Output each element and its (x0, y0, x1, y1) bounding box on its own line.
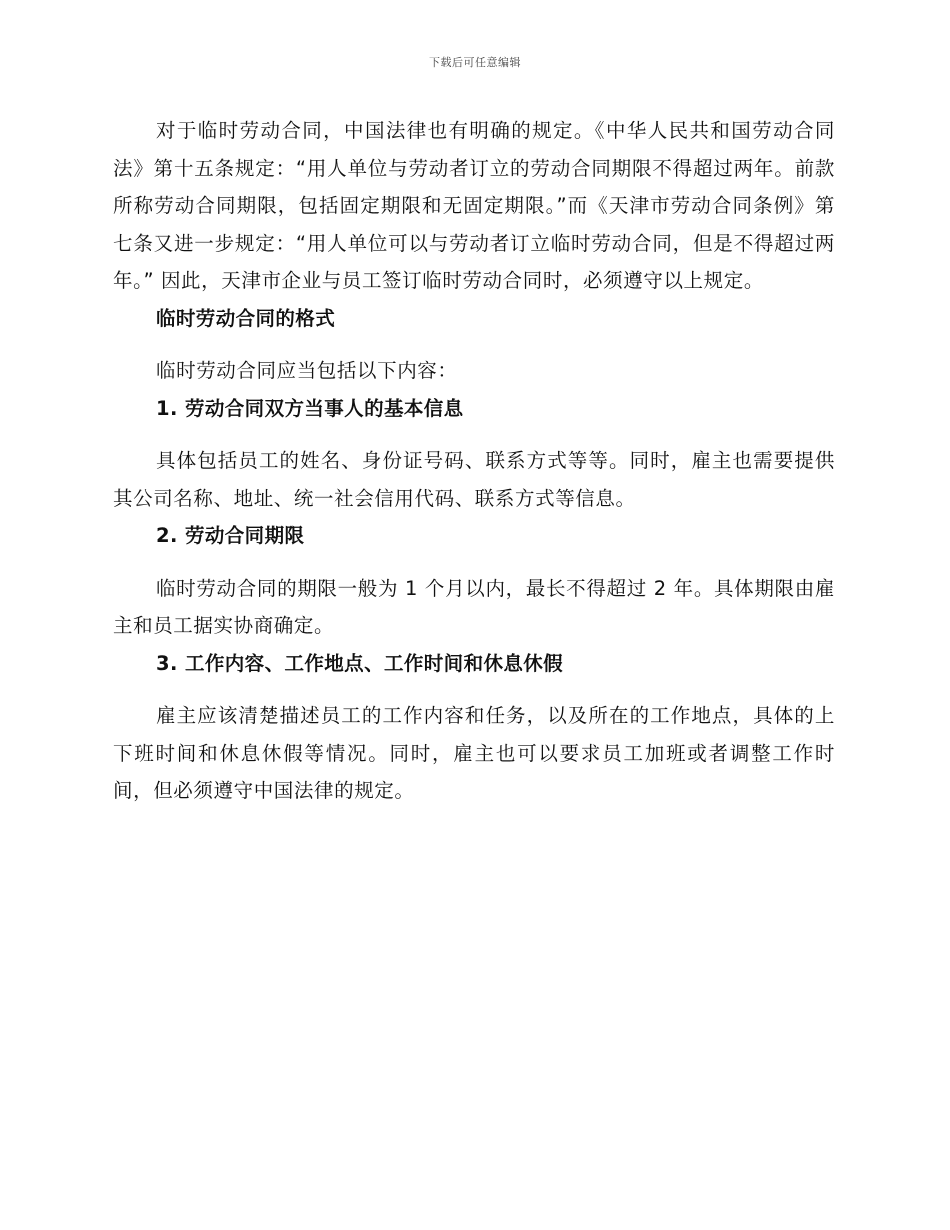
item-body-basic-info: 具体包括员工的姓名、身份证号码、联系方式等等。同时，雇主也需要提供其公司名称、地址、统一社会信用代码、联系方式等信息。 (113, 449, 835, 510)
intro-paragraph: 对于临时劳动合同，中国法律也有明确的规定。《中华人民共和国劳动合同法》第十五条规定：“用人单位与劳动者订立的劳动合同期限不得超过两年。前款所称劳动合同期限，包括固定期限和无固定期限。”而《天津市劳动合同条例》第七条又进一步规定：“用人单位可以与劳动者订立临时劳动合同，但是不得超过两年。” 因此，天津市企业与员工签订临时劳动合同时，必须遵守以上规定。 (113, 119, 835, 292)
item-heading-contract-term: 2. 劳动合同期限 (156, 524, 305, 547)
section-title: 临时劳动合同的格式 (156, 306, 336, 330)
item-body-work-details: 雇主应该清楚描述员工的工作内容和任务，以及所在的工作地点，具体的上下班时间和休息休假等情况。同时，雇主也可以要求员工加班或者调整工作时间，但必须遵守中国法律的规定。 (113, 704, 835, 802)
page-header-note: 下载后可任意编辑 (429, 56, 521, 69)
item-body-contract-term: 临时劳动合同的期限一般为 1 个月以内，最长不得超过 2 年。具体期限由雇主和员工据实协商确定。 (113, 576, 835, 637)
section-lead: 临时劳动合同应当包括以下内容： (156, 359, 458, 382)
item-heading-basic-info: 1. 劳动合同双方当事人的基本信息 (156, 396, 464, 420)
item-heading-work-details: 3. 工作内容、工作地点、工作时间和休息休假 (156, 651, 564, 675)
document-body (113, 112, 835, 810)
